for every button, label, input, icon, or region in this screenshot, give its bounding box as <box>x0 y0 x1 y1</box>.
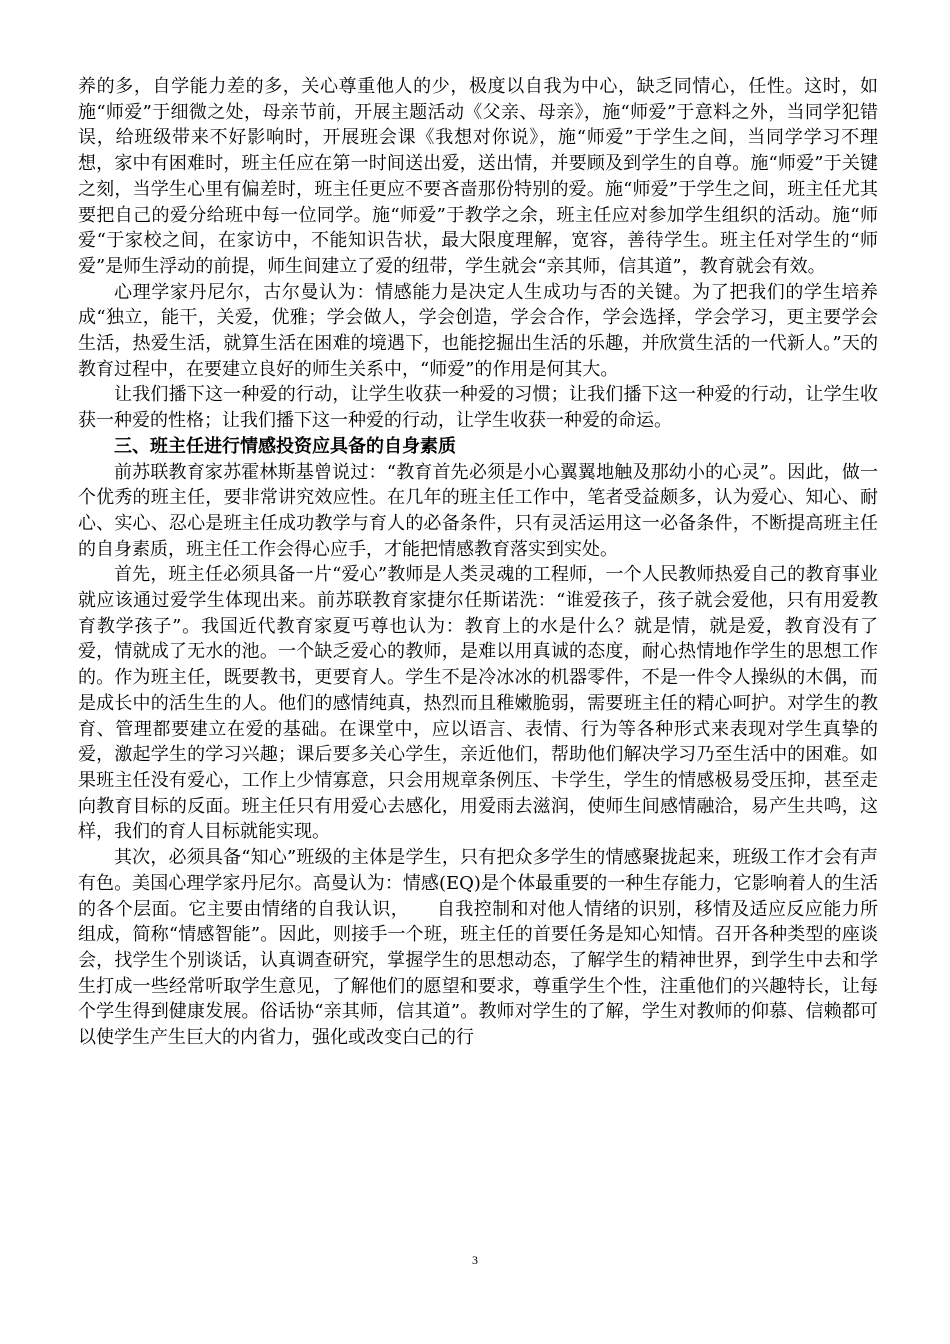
page-number: 3 <box>472 1253 478 1267</box>
paragraph-5: 首先，班主任必须具备一片“爱心”教师是人类灵魂的工程师，一个人民教师热爱自己的教育事业就应该通过爱学生体现出来。前苏联教育家捷尔任斯诺洗：“谁爱孩子，孩子就会爱他，只有用爱教育教学孩子”。我国近代教育家夏丐尊也认为：教育上的水是什么？就是情，就是爱，教育没有了爱，情就成了无水的池。一个缺乏爱心的教师，是难以用真诚的态度，耐心热情地作学生的思想工作的。作为班主任，既要教书，更要育人。学生不是冷冰冰的机器零件，不是一件令人操纵的木偶，而是成长中的活生生的人。他们的感情纯真，热烈而且稚嫩脆弱，需要班主任的精心呵护。对学生的教育、管理都要建立在爱的基础。在课堂中，应以语言、表情、行为等各种形式来表现对学生真挚的爱，激起学生的学习兴趣；课后要多关心学生，亲近他们，帮助他们解决学习乃至生活中的困难。如果班主任没有爱心，工作上少情寡意，只会用规章条例压、卡学生，学生的情感极易受压抑，甚至走向教育目标的反面。班主任只有用爱心去感化，用爱雨去滋润，使师生间感情融洽，易产生共鸣，这样，我们的育人目标就能实现。 <box>78 564 878 843</box>
paragraph-4: 前苏联教育家苏霍林斯基曾说过：“教育首先必须是小心翼翼地触及那幼小的心灵”。因此，做一个优秀的班主任，要非常讲究效应性。在几年的班主任工作中，笔者受益颇多，认为爱心、知心、耐心、实心、忍心是班主任成功教学与育人的必备条件，只有灵活运用这一必备条件，不断提高班主任的自身素质，班主任工作会得心应手，才能把情感教育落实到实处。 <box>78 461 878 560</box>
document-page <box>78 74 878 1051</box>
section-heading: 三、班主任进行情感投资应具备的自身素质 <box>114 435 456 457</box>
paragraph-3: 让我们播下这一种爱的行动，让学生收获一种爱的习惯；让我们播下这一种爱的行动，让学生收获一种爱的性格；让我们播下这一种爱的行动，让学生收获一种爱的命运。 <box>78 384 878 432</box>
paragraph-2: 心理学家丹尼尔，古尔曼认为：情感能力是决定人生成功与否的关键。为了把我们的学生培养成“独立，能干，关爱，优雅；学会做人，学会创造，学会合作，学会选择，学会学习，更主要学会生活，热爱生活，就算生活在困难的境遇下，也能挖掘出生活的乐趣，并欣赏生活的一代新人。”天的教育过程中，在要建立良好的师生关系中，“师爱”的作用是何其大。 <box>78 281 878 380</box>
paragraph-1: 养的多，自学能力差的多，关心尊重他人的少，极度以自我为中心，缺乏同情心，任性。这时，如施“师爱”于细微之处，母亲节前，开展主题活动《父亲、母亲》，施“师爱”于意料之外，当同学犯错误，给班级带来不好影响时，开展班会课《我想对你说》，施“师爱”于学生之间，当同学学习不理想，家中有困难时，班主任应在第一时间送出爱，送出情，并要顾及到学生的自尊。施“师爱”于关键之刻，当学生心里有偏差时，班主任更应不要吝啬那份特别的爱。施“师爱”于学生之间，班主任尤其要把自己的爱分给班中每一位同学。施“师爱”于教学之余，班主任应对参加学生组织的活动。施“师爱“于家校之间，在家访中，不能知识告状，最大限度理解，宽容，善待学生。班主任对学生的“师爱”是师生浮动的前提，师生间建立了爱的纽带，学生就会“亲其师，信其道”，教育就会有效。 <box>78 76 878 277</box>
paragraph-6: 其次，必须具备“知心”班级的主体是学生，只有把众多学生的情感聚拢起来，班级工作才会有声有色。美国心理学家丹尼尔。高曼认为：情感(EQ)是个体最重要的一种生存能力，它影响着人的生活的各个层面。它主要由情绪的自我认识， 自我控制和对他人情绪的识别，移情及适应反应能力所组成，简称“情感智能”。因此，则接手一个班，班主任的首要任务是知心知情。召开各种类型的座谈会，找学生个别谈话，认真调查研究，掌握学生的思想动态，了解学生的精神世界，到学生中去和学生打成一些经常听取学生意见，了解他们的愿望和要求，尊重学生个性，注重他们的兴趣特长，让每个学生得到健康发展。俗话协“亲其师，信其道”。教师对学生的了解，学生对教师的仰慕、信赖都可以使学生产生巨大的内省力，强化或改变白己的行 <box>78 847 878 1049</box>
